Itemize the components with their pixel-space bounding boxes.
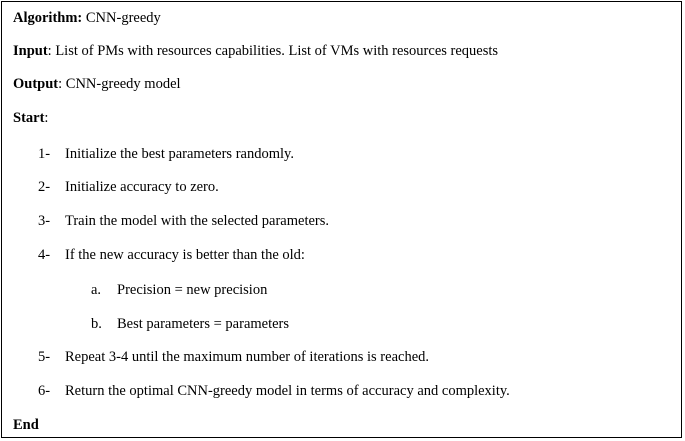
step-text: If the new accuracy is better than the old: — [65, 247, 305, 263]
step-text: Return the optimal CNN-greedy model in terms of accuracy and complexity. — [65, 383, 510, 399]
substep-text: Best parameters = parameters — [117, 316, 290, 332]
substep-letter: a. — [91, 282, 102, 298]
input-value: : List of PMs with resources capabilities. List of VMs with resources requests — [47, 43, 499, 59]
step-text: Initialize accuracy to zero. — [65, 179, 219, 195]
algorithm-box — [1, 1, 682, 438]
output-value: : CNN-greedy model — [58, 76, 181, 92]
substep-letter: b. — [91, 316, 102, 332]
start-line — [13, 109, 48, 127]
step-number: 5- — [38, 349, 51, 365]
algorithm-label: Algorithm: — [13, 10, 83, 26]
algorithm-name: CNN-greedy — [82, 10, 161, 26]
start-colon: : — [44, 110, 49, 126]
output-line — [13, 75, 181, 93]
step-number: 1- — [38, 146, 51, 162]
algorithm-title — [13, 9, 161, 27]
step-number: 2- — [38, 179, 51, 195]
step-number: 4- — [38, 247, 51, 263]
input-label: Input — [13, 43, 48, 59]
step-number: 3- — [38, 213, 51, 229]
step-number: 6- — [38, 383, 51, 399]
substep-text: Precision = new precision — [117, 282, 268, 298]
step-text: Train the model with the selected parameters. — [65, 213, 330, 229]
start-label: Start — [13, 110, 45, 126]
output-label: Output — [13, 76, 59, 92]
end-label: End — [13, 417, 39, 433]
input-line — [13, 42, 498, 60]
step-text: Initialize the best parameters randomly. — [65, 146, 294, 162]
step-text: Repeat 3-4 until the maximum number of iterations is reached. — [65, 349, 430, 365]
